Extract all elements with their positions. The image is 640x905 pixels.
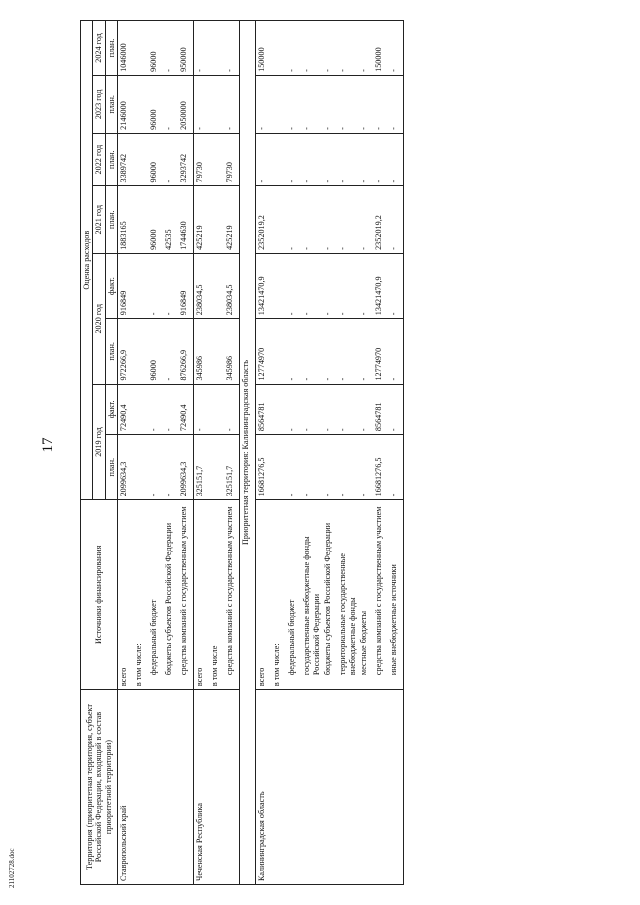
table-row — [163, 21, 178, 885]
value-cell: - — [322, 186, 337, 253]
value-cell: - — [337, 186, 358, 253]
value-cell: - — [358, 21, 373, 76]
source-cell: бюджеты субъектов Российской Федерации — [322, 500, 337, 690]
value-cell — [209, 435, 224, 500]
value-cell: - — [337, 384, 358, 435]
table-row — [301, 21, 322, 885]
value-cell: - — [194, 75, 210, 133]
value-cell: - — [358, 186, 373, 253]
value-cell: - — [194, 21, 210, 76]
value-cell: - — [286, 186, 301, 253]
table-row — [322, 21, 337, 885]
value-cell — [209, 75, 224, 133]
value-cell: 13421470,9 — [373, 253, 388, 318]
source-cell: бюджеты субъектов Российской Федерации — [163, 500, 178, 690]
value-cell: 972266,9 — [118, 319, 134, 384]
value-cell: 2352019,2 — [373, 186, 388, 253]
value-cell: - — [322, 253, 337, 318]
header-plan: план. — [105, 435, 117, 500]
territory-cell — [271, 690, 286, 885]
value-cell: 16681276,5 — [373, 435, 388, 500]
value-cell: - — [358, 319, 373, 384]
value-cell — [209, 384, 224, 435]
header-plan: план. — [105, 21, 117, 76]
value-cell: - — [286, 21, 301, 76]
value-cell: - — [388, 133, 404, 186]
table-row — [209, 21, 224, 885]
header-plan: план. — [105, 133, 117, 186]
expenditure-table — [80, 20, 404, 885]
value-cell: 12774970 — [256, 319, 272, 384]
value-cell: - — [163, 21, 178, 76]
value-cell: - — [388, 435, 404, 500]
table-row — [194, 21, 210, 885]
value-cell: - — [163, 435, 178, 500]
value-cell: 8564781 — [373, 384, 388, 435]
value-cell: - — [148, 384, 163, 435]
value-cell: - — [301, 435, 322, 500]
territory-cell — [163, 690, 178, 885]
value-cell: - — [194, 384, 210, 435]
value-cell: - — [337, 253, 358, 318]
value-cell: - — [301, 133, 322, 186]
table-row — [224, 21, 240, 885]
value-cell: 876266,9 — [178, 319, 194, 384]
value-cell: 2050000 — [178, 75, 194, 133]
value-cell: - — [358, 435, 373, 500]
value-cell: - — [286, 253, 301, 318]
value-cell: 8564781 — [256, 384, 272, 435]
header-estimate: Оценка расходов — [81, 21, 93, 500]
value-cell: - — [163, 384, 178, 435]
territory-cell — [148, 690, 163, 885]
territory-cell — [286, 690, 301, 885]
page-number: 17 — [40, 437, 56, 453]
value-cell: - — [224, 384, 240, 435]
source-cell: всего — [194, 500, 210, 690]
value-cell — [209, 186, 224, 253]
value-cell: - — [337, 75, 358, 133]
source-cell: средства компаний с государственным участием — [224, 500, 240, 690]
table-row — [286, 21, 301, 885]
source-cell: средства компаний с государственным участием — [178, 500, 194, 690]
table-row — [118, 21, 134, 885]
value-cell — [133, 21, 148, 76]
value-cell: - — [301, 75, 322, 133]
value-cell: 425219 — [194, 186, 210, 253]
value-cell: - — [163, 133, 178, 186]
value-cell: - — [373, 75, 388, 133]
value-cell: - — [148, 253, 163, 318]
value-cell — [133, 435, 148, 500]
territory-cell — [358, 690, 373, 885]
value-cell: 16681276,5 — [256, 435, 272, 500]
value-cell: - — [388, 21, 404, 76]
territory-cell — [322, 690, 337, 885]
source-cell: средства компаний с государственным участием — [373, 500, 388, 690]
value-cell: 345986 — [194, 319, 210, 384]
table-row — [178, 21, 194, 885]
value-cell — [271, 21, 286, 76]
value-cell: - — [286, 384, 301, 435]
value-cell: - — [148, 435, 163, 500]
header-source: Источники финансирования — [81, 500, 118, 690]
value-cell: - — [322, 21, 337, 76]
value-cell: - — [322, 133, 337, 186]
header-fact: факт. — [105, 384, 117, 435]
value-cell: - — [337, 435, 358, 500]
value-cell — [209, 133, 224, 186]
value-cell — [133, 75, 148, 133]
value-cell — [209, 253, 224, 318]
header-plan: план. — [105, 186, 117, 253]
value-cell: - — [337, 21, 358, 76]
header-plan: план. — [105, 319, 117, 384]
value-cell: - — [163, 75, 178, 133]
value-cell: 72490,4 — [178, 384, 194, 435]
source-cell: федеральный бюджет — [148, 500, 163, 690]
table-row — [388, 21, 404, 885]
header-year-2021: 2021 год — [93, 186, 105, 253]
value-cell: - — [301, 186, 322, 253]
value-cell: - — [388, 384, 404, 435]
value-cell: 96000 — [148, 75, 163, 133]
value-cell: - — [256, 75, 272, 133]
source-cell: в том числе: — [271, 500, 286, 690]
value-cell: - — [286, 133, 301, 186]
value-cell — [209, 21, 224, 76]
value-cell — [271, 133, 286, 186]
header-year-2019: 2019 год — [93, 384, 105, 500]
value-cell: - — [322, 75, 337, 133]
value-cell: - — [301, 21, 322, 76]
value-cell — [133, 319, 148, 384]
header-plan: план. — [105, 75, 117, 133]
value-cell: - — [286, 319, 301, 384]
value-cell: 13421470,9 — [256, 253, 272, 318]
source-cell: в том числе: — [133, 500, 148, 690]
value-cell: - — [322, 319, 337, 384]
territory-cell — [337, 690, 358, 885]
table-row — [133, 21, 148, 885]
territory-cell — [301, 690, 322, 885]
value-cell — [271, 253, 286, 318]
table-row — [148, 21, 163, 885]
value-cell: 79730 — [224, 133, 240, 186]
table-row — [271, 21, 286, 885]
value-cell: - — [301, 384, 322, 435]
territory-cell — [388, 690, 404, 885]
value-cell — [209, 319, 224, 384]
territory-cell — [178, 690, 194, 885]
value-cell: 150000 — [373, 21, 388, 76]
footer-filename: 21102728.doc — [8, 848, 16, 888]
value-cell: - — [388, 186, 404, 253]
value-cell: 238034,5 — [224, 253, 240, 318]
territory-cell — [373, 690, 388, 885]
value-cell — [271, 186, 286, 253]
header-territory: Территория (приоритетная территория, субъект Российской Федерации, входящий в состав приоритетной территории) — [81, 690, 118, 885]
header-year-2023: 2023 год — [93, 75, 105, 133]
value-cell: - — [286, 435, 301, 500]
value-cell: - — [337, 133, 358, 186]
value-cell: 325151,7 — [194, 435, 210, 500]
table-row — [256, 21, 272, 885]
value-cell: - — [388, 253, 404, 318]
value-cell — [271, 75, 286, 133]
territory-cell — [224, 690, 240, 885]
value-cell: 3293742 — [178, 133, 194, 186]
value-cell: - — [337, 319, 358, 384]
territory-cell: Ставропольский край — [118, 690, 134, 885]
priority-territory-title: Приоритетная территория: Калининградская область — [240, 21, 256, 885]
territory-cell: Чеченская Республика — [194, 690, 210, 885]
source-cell: местные бюджеты — [358, 500, 373, 690]
value-cell — [133, 186, 148, 253]
source-cell: территориальные государственные внебюджетные фонды — [337, 500, 358, 690]
value-cell: - — [301, 319, 322, 384]
value-cell: - — [322, 435, 337, 500]
value-cell: 72490,4 — [118, 384, 134, 435]
header-year-2022: 2022 год — [93, 133, 105, 186]
value-cell: - — [388, 319, 404, 384]
source-cell: федеральный бюджет — [286, 500, 301, 690]
table-row — [358, 21, 373, 885]
header-fact: факт. — [105, 253, 117, 318]
value-cell: 345986 — [224, 319, 240, 384]
table-row — [337, 21, 358, 885]
value-cell: - — [358, 384, 373, 435]
value-cell: 3389742 — [118, 133, 134, 186]
value-cell: 2099634,3 — [178, 435, 194, 500]
source-cell: всего — [118, 500, 134, 690]
value-cell: 950000 — [178, 21, 194, 76]
value-cell: - — [358, 133, 373, 186]
value-cell: 2352019,2 — [256, 186, 272, 253]
value-cell: 96000 — [148, 21, 163, 76]
source-cell: в том числе — [209, 500, 224, 690]
value-cell: - — [301, 253, 322, 318]
value-cell — [133, 133, 148, 186]
value-cell: 2146000 — [118, 75, 134, 133]
territory-cell — [133, 690, 148, 885]
value-cell: 916849 — [178, 253, 194, 318]
header-year-2024: 2024 год — [93, 21, 105, 76]
value-cell: - — [163, 319, 178, 384]
value-cell: 916849 — [118, 253, 134, 318]
value-cell: 325151,7 — [224, 435, 240, 500]
value-cell: - — [388, 75, 404, 133]
value-cell: 12774970 — [373, 319, 388, 384]
value-cell: - — [224, 75, 240, 133]
value-cell: 1883165 — [118, 186, 134, 253]
value-cell — [133, 384, 148, 435]
value-cell: - — [224, 21, 240, 76]
value-cell: 96000 — [148, 133, 163, 186]
value-cell: 96000 — [148, 186, 163, 253]
value-cell: 1744630 — [178, 186, 194, 253]
territory-cell — [209, 690, 224, 885]
source-cell: всего — [256, 500, 272, 690]
value-cell — [133, 253, 148, 318]
value-cell: 79730 — [194, 133, 210, 186]
rotated-table-area — [80, 20, 580, 885]
value-cell: 425219 — [224, 186, 240, 253]
value-cell: 96000 — [148, 319, 163, 384]
territory-cell: Калининградская область — [256, 690, 272, 885]
value-cell: 1046000 — [118, 21, 134, 76]
source-cell: иные внебюджетные источники — [388, 500, 404, 690]
value-cell — [271, 319, 286, 384]
header-year-2020: 2020 год — [93, 253, 105, 384]
value-cell: - — [163, 253, 178, 318]
value-cell: - — [358, 75, 373, 133]
value-cell: 42535 — [163, 186, 178, 253]
value-cell: 238034,5 — [194, 253, 210, 318]
value-cell: - — [358, 253, 373, 318]
value-cell: - — [322, 384, 337, 435]
source-cell: государственные внебюджетные фонды Российской Федерации — [301, 500, 322, 690]
value-cell: 150000 — [256, 21, 272, 76]
value-cell — [271, 435, 286, 500]
value-cell: - — [286, 75, 301, 133]
table-row — [373, 21, 388, 885]
value-cell — [271, 384, 286, 435]
value-cell: - — [256, 133, 272, 186]
value-cell: 2099634,3 — [118, 435, 134, 500]
value-cell: - — [373, 133, 388, 186]
